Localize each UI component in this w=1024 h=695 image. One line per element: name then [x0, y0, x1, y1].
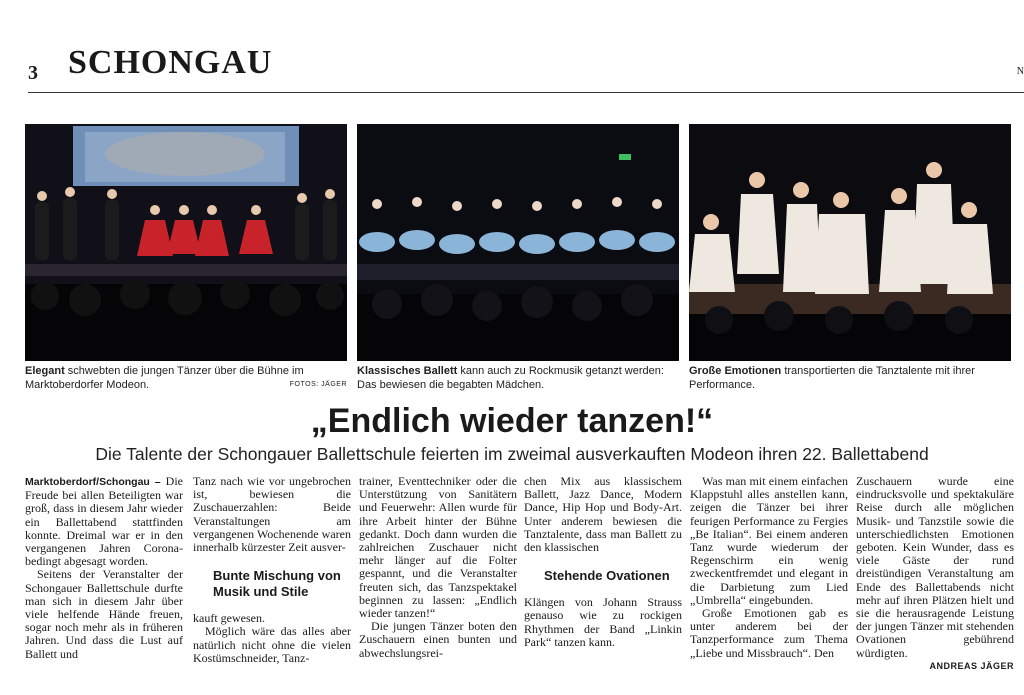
author-byline: ANDREAS JÄGER: [929, 660, 1014, 671]
article-column-5: [690, 475, 848, 660]
photo-caption-2: [357, 364, 679, 392]
paragraph: Die jungen Tänzer boten den Zuschauern einen bunten und abwechslungsrei-: [359, 619, 517, 660]
caption-lead: Klassisches Ballett: [357, 365, 458, 377]
header-rule: [28, 92, 1024, 93]
article-column-2: [193, 475, 351, 665]
article-column-3: [359, 475, 517, 660]
article-headline: „Endlich wieder tanzen!“: [310, 402, 714, 440]
paragraph: kauft gewesen.: [193, 611, 265, 626]
page-header: [28, 44, 1024, 92]
photo-caption-3: [689, 364, 1011, 392]
article-subheadline: Die Talente der Schongauer Ballettschule feierten im zweimal ausverkauften Modeon ihren 22. Ballettabend: [95, 444, 929, 464]
paragraph: Was man mit einem einfachen Klappstuhl alles anstellen kann, zeigen die Tänzer bei ihrer feurigen Performance zu Fergies „Be Italian“. Bei einem anderen Tanz wurde wiederum der Regenschirm ein wenig zweckentfremdet und elegant in die Darbietung zum Lied „Umbrella“ eingebunden.: [690, 474, 848, 607]
article-column-6: [856, 475, 1014, 673]
dateline: Marktoberdorf/Schongau –: [25, 476, 161, 488]
photo-credit: FOTOS: JÄGER: [289, 381, 347, 388]
photo-classical-ballet: [357, 124, 679, 361]
paragraph: Seitens der Veranstalter der Schongauer Ballettschule durfte man sich in diesem Jahr über viele helfende Hände freuen, sogar noch mehr als in früheren Jahren. Und dass die Lust auf Ballett und: [25, 567, 183, 661]
caption-lead: Elegant: [25, 365, 65, 377]
paragraph: Die Freude bei allen Beteiligten war groß, dass in diesem Jahr wieder ein Ballettabend stattfinden konnte. Dreimal war er in den vergangenen Jahren Corona-bedingt abgesagt worden.: [25, 474, 183, 569]
paragraph: Tanz nach wie vor ungebrochen ist, bewiesen die Zuschauerzahlen: Beide Veranstaltungen am vergangenen Wochenende waren innerhalb kürzester Zeit ausver-: [193, 474, 351, 555]
paragraph: chen Mix aus klassischem Ballett, Jazz Dance, Modern Dance, Hip Hop und Body-Art. Unter anderem bewiesen die Tanztalente, dass man Ballett zu den klassischen: [524, 474, 682, 555]
page-number: 3: [28, 62, 38, 84]
section-title: SCHONGAU: [68, 44, 273, 81]
paragraph: Klängen von Johann Strauss genauso wie zu rockigen Rhythmen der Band „Linkin Park“ tanzen kann.: [524, 595, 682, 649]
caption-text: schwebten die jungen Tänzer über die Bühne im Marktoberdorfer Modeon.: [25, 365, 304, 391]
article-column-4: [524, 475, 682, 649]
paragraph: Zuschauern wurde eine eindrucksvolle und spektakuläre Reise durch alle möglichen Musik- und Tanzstile sowie die unterschiedlichsten Emotionen geboten. Kein Wunder, dass es viele Gäste der rund dreistündigen Veranstaltung am Ende des Ballettabends nicht mehr auf ihren Plätzen hielt und sie die herausragende Leistung der jungen Tänzer mit stehenden Ovationen gebührend würdigten.: [856, 474, 1014, 660]
caption-lead: Große Emotionen: [689, 365, 782, 377]
caption-text: transportierten die Tanztalente mit ihrer Performance.: [689, 365, 975, 391]
caption-text: kann auch zu Rockmusik getanzt werden: Das bewiesen die begabten Mädchen.: [357, 365, 664, 391]
article-column-1: [25, 475, 183, 661]
photo-caption-1: [25, 364, 347, 392]
paragraph: trainer, Eventtechniker oder die Unterstützung von Sanitätern und Feuerwehr: Allen wurde für ihre Arbeit hinter der Bühne gedankt. Doch dann wurden die zahlreichen Zuschauer nicht mehr länger auf die Folter gespannt, und die Veranstalter freuten sich, das Tanzspektakel beginnen zu lassen: „Endlich wieder tanzen!“: [359, 474, 517, 621]
paragraph: Große Emotionen gab es unter anderem bei der Tanzperformance zum Thema „Liebe und Missbrauch“. Den: [690, 606, 848, 660]
subheading: Stehende Ovationen: [544, 568, 670, 584]
subheading: Bunte Mischung von Musik und Stile: [213, 568, 341, 600]
header-right-fragment: N: [1016, 66, 1024, 77]
paragraph: Möglich wäre das alles aber natürlich nicht ohne die vielen Kostümschneider, Tanz-: [193, 624, 351, 665]
photo-great-emotions: [689, 124, 1011, 361]
photo-elegant-dancers: [25, 124, 347, 361]
